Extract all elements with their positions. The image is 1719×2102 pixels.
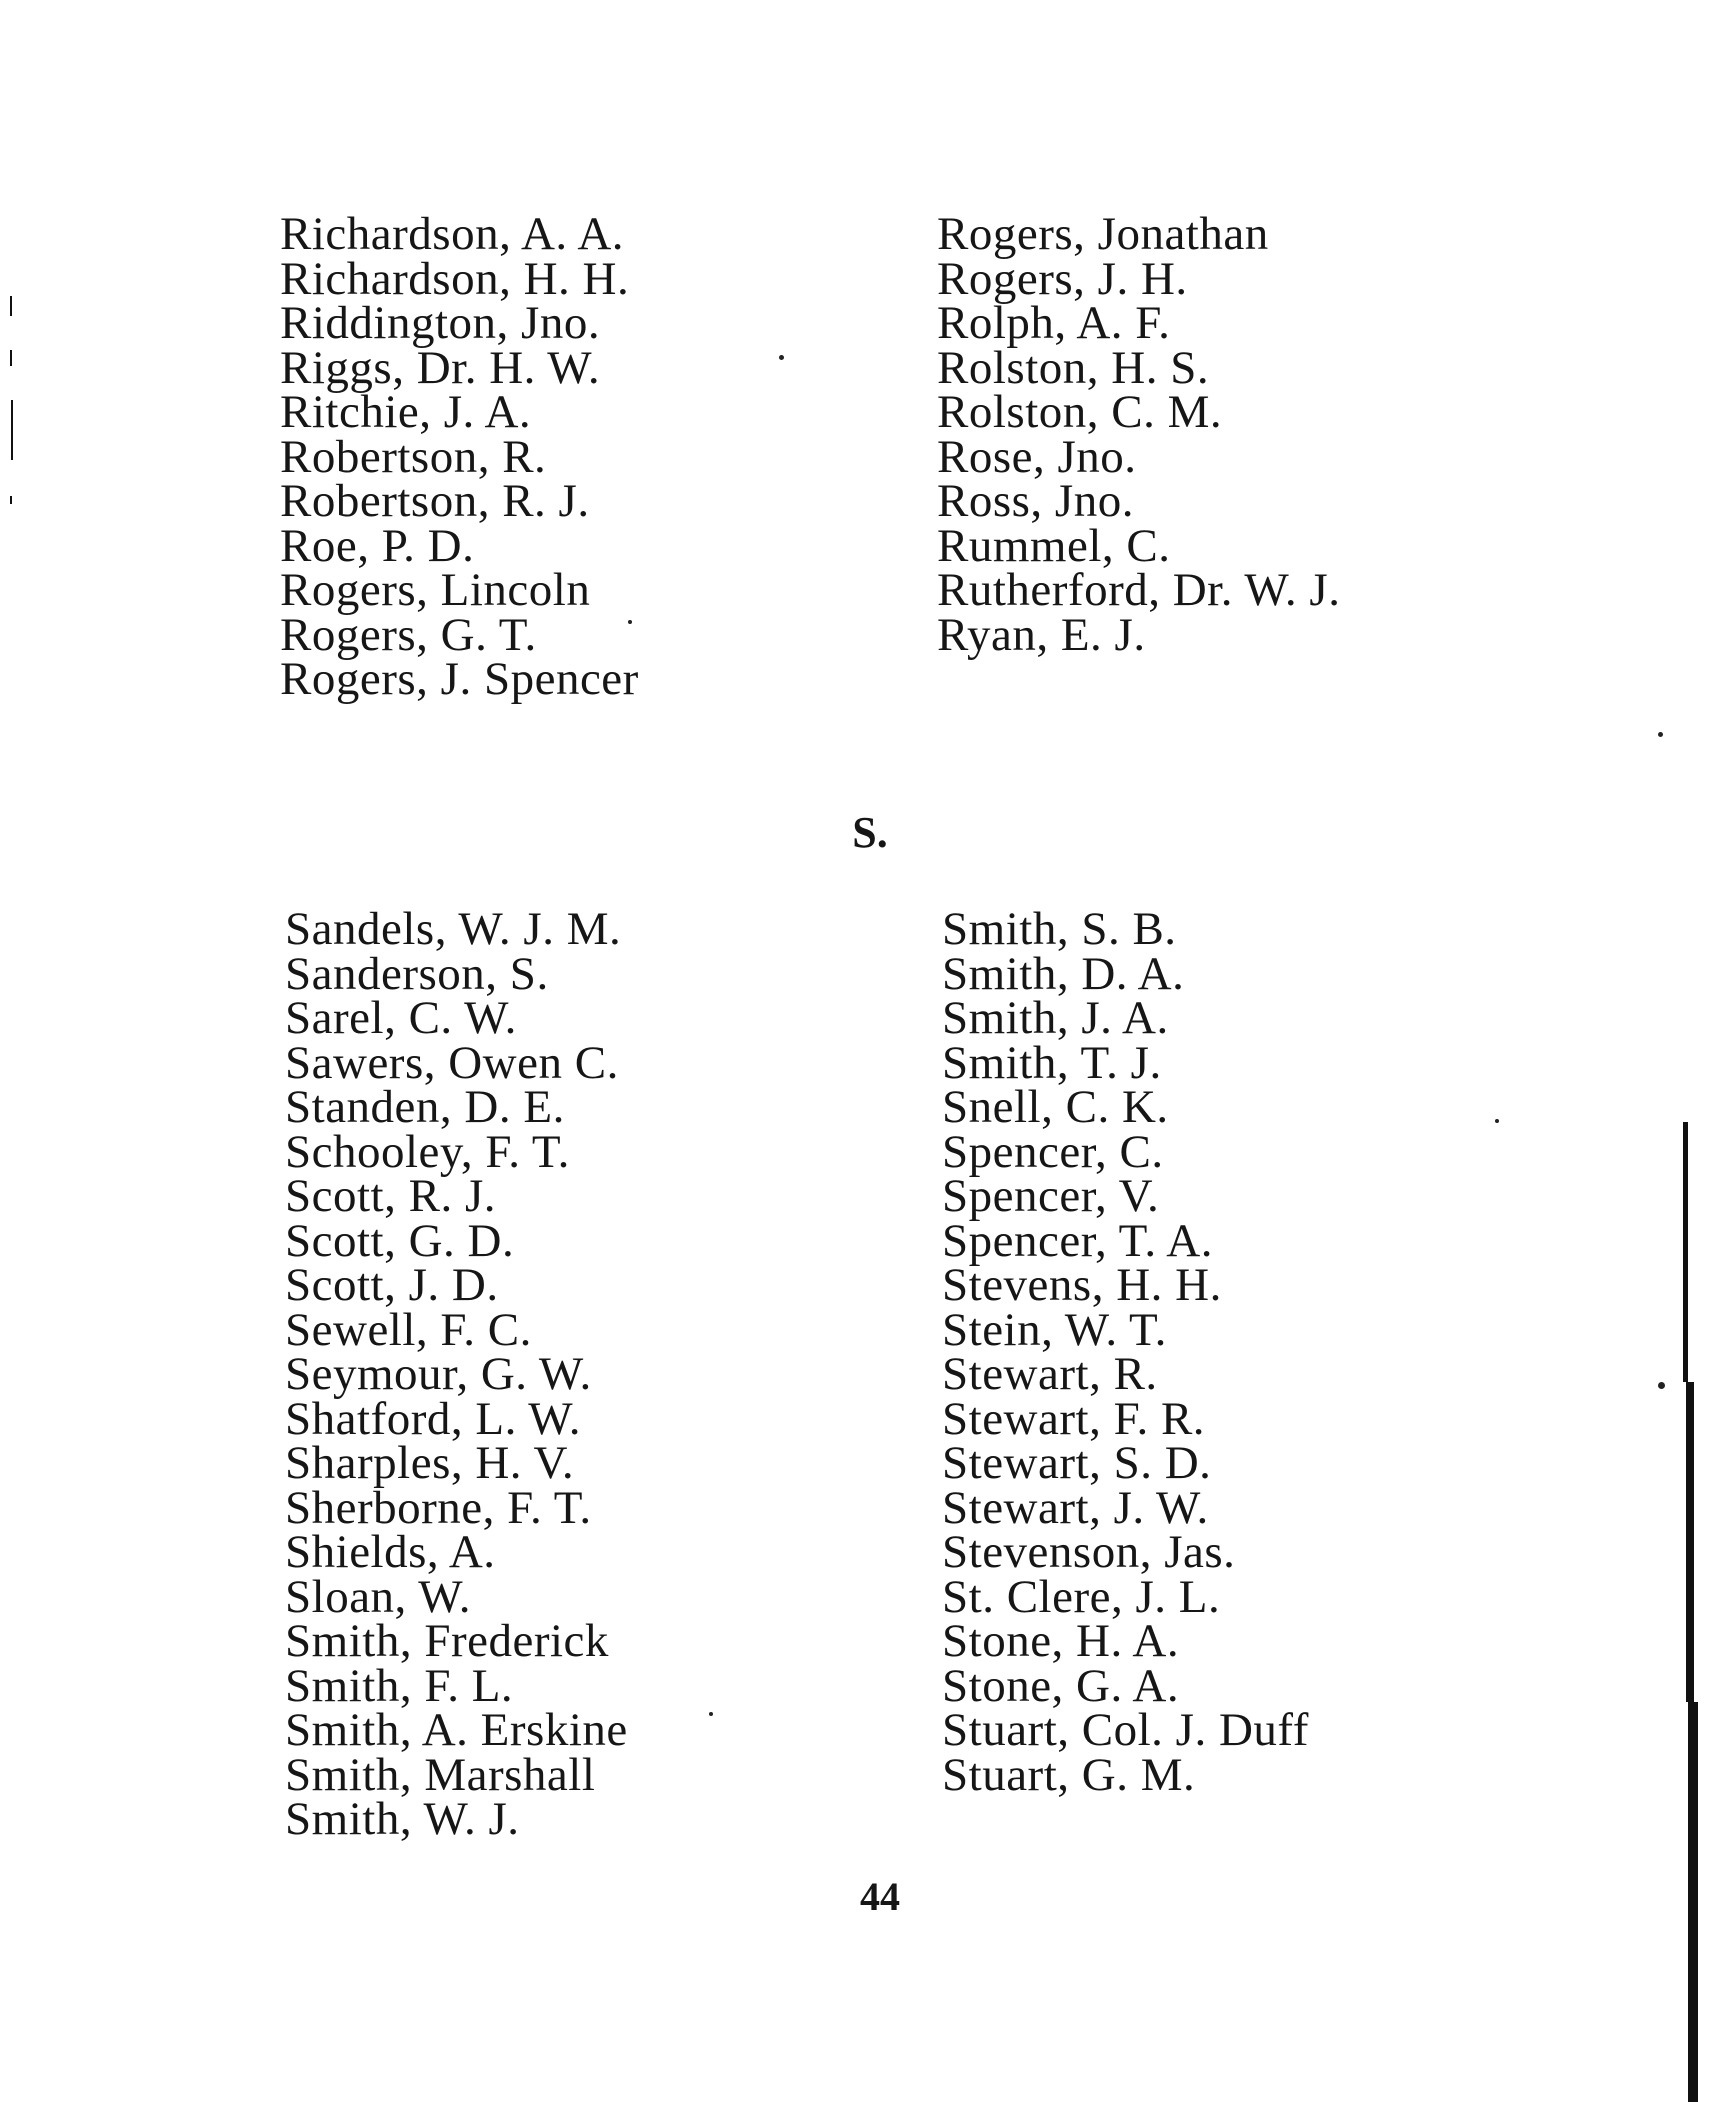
name-entry: Smith, Marshall bbox=[285, 1748, 596, 1801]
name-entry: Shatford, L. W. bbox=[285, 1392, 582, 1445]
name-entry: Stein, W. T. bbox=[942, 1303, 1167, 1356]
name-entry: Scott, R. J. bbox=[285, 1170, 497, 1222]
name-column-bottom-left bbox=[285, 903, 628, 1845]
name-entry: Smith, W. J. bbox=[285, 1793, 520, 1845]
name-entry: Sloan, W. bbox=[285, 1570, 472, 1623]
name-entry: Stewart, F. R. bbox=[942, 1392, 1206, 1445]
name-entry: Rogers, Jonathan bbox=[937, 208, 1269, 260]
scan-speck bbox=[779, 355, 784, 360]
name-entry: Schooley, F. T. bbox=[285, 1125, 570, 1178]
name-entry: Rogers, J. H. bbox=[937, 252, 1188, 305]
name-entry: Smith, J. A. bbox=[942, 992, 1169, 1044]
name-entry: Stone, H. A. bbox=[942, 1615, 1180, 1667]
right-edge-scan-shadow bbox=[1688, 1702, 1698, 2102]
name-entry: Smith, Frederick bbox=[285, 1615, 609, 1667]
name-entry: St. Clere, J. L. bbox=[942, 1570, 1221, 1623]
name-column-top-left bbox=[280, 208, 639, 705]
name-entry: Shields, A. bbox=[285, 1526, 496, 1578]
name-entry: Sherborne, F. T. bbox=[285, 1481, 592, 1534]
scan-speck bbox=[628, 620, 632, 624]
name-entry: Robertson, R. J. bbox=[280, 475, 590, 527]
name-entry: Rogers, G. T. bbox=[280, 608, 537, 661]
name-entry: Rogers, J. Spencer bbox=[280, 653, 639, 705]
name-entry: Sanderson, S. bbox=[285, 947, 549, 1000]
name-entry: Ryan, E. J. bbox=[937, 608, 1146, 661]
name-entry: Scott, G. D. bbox=[285, 1214, 515, 1267]
name-entry: Stewart, J. W. bbox=[942, 1481, 1209, 1534]
name-entry: Rolston, C. M. bbox=[937, 386, 1223, 438]
name-entry: Sandels, W. J. M. bbox=[285, 903, 622, 955]
name-entry: Sharples, H. V. bbox=[285, 1437, 575, 1489]
name-entry: Rolph, A. F. bbox=[937, 297, 1171, 349]
section-heading: S. bbox=[852, 808, 888, 857]
name-entry: Spencer, T. A. bbox=[942, 1214, 1213, 1267]
name-entry: Scott, J. D. bbox=[285, 1259, 499, 1311]
right-edge-scan-shadow bbox=[1686, 1382, 1694, 1702]
name-entry: Smith, T. J. bbox=[942, 1036, 1162, 1089]
name-entry: Richardson, H. H. bbox=[280, 252, 630, 305]
name-entry: Stuart, G. M. bbox=[942, 1748, 1196, 1801]
name-entry: Richardson, A. A. bbox=[280, 208, 625, 260]
name-entry: Seymour, G. W. bbox=[285, 1348, 592, 1400]
name-entry: Stevenson, Jas. bbox=[942, 1526, 1236, 1578]
name-column-bottom-right bbox=[942, 903, 1309, 1801]
name-entry: Ross, Jno. bbox=[937, 475, 1134, 527]
name-entry: Ritchie, J. A. bbox=[280, 386, 532, 438]
name-entry: Spencer, V. bbox=[942, 1170, 1160, 1222]
name-entry: Rummel, C. bbox=[937, 519, 1171, 572]
name-entry: Smith, S. B. bbox=[942, 903, 1177, 955]
left-margin-scan-mark bbox=[10, 350, 12, 366]
name-entry: Stone, G. A. bbox=[942, 1659, 1180, 1712]
left-margin-scan-mark bbox=[11, 400, 13, 460]
name-entry: Smith, D. A. bbox=[942, 947, 1185, 1000]
name-entry: Smith, F. L. bbox=[285, 1659, 514, 1712]
left-margin-scan-mark bbox=[10, 296, 12, 316]
name-column-top-right bbox=[937, 208, 1341, 661]
name-entry: Smith, A. Erskine bbox=[285, 1704, 628, 1756]
name-entry: Riggs, Dr. H. W. bbox=[280, 341, 601, 394]
page-number: 44 bbox=[860, 1874, 900, 1919]
name-entry: Stewart, S. D. bbox=[942, 1437, 1212, 1489]
name-entry: Roe, P. D. bbox=[280, 519, 475, 572]
name-entry: Sarel, C. W. bbox=[285, 992, 517, 1044]
name-entry: Standen, D. E. bbox=[285, 1081, 565, 1133]
name-entry: Sawers, Owen C. bbox=[285, 1036, 619, 1089]
name-entry: Spencer, C. bbox=[942, 1125, 1164, 1178]
name-entry: Stewart, R. bbox=[942, 1348, 1158, 1400]
name-entry: Rogers, Lincoln bbox=[280, 564, 591, 616]
scan-speck bbox=[709, 1712, 713, 1716]
name-entry: Stevens, H. H. bbox=[942, 1259, 1222, 1311]
name-entry: Snell, C. K. bbox=[942, 1081, 1169, 1133]
name-entry: Riddington, Jno. bbox=[280, 297, 601, 349]
name-entry: Stuart, Col. J. Duff bbox=[942, 1704, 1309, 1756]
name-entry: Rose, Jno. bbox=[937, 430, 1137, 483]
scan-speck bbox=[1658, 1382, 1665, 1389]
name-entry: Rolston, H. S. bbox=[937, 341, 1210, 394]
right-edge-scan-shadow bbox=[1683, 1122, 1688, 1382]
name-entry: Robertson, R. bbox=[280, 430, 547, 483]
name-entry: Sewell, F. C. bbox=[285, 1303, 532, 1356]
name-entry: Rutherford, Dr. W. J. bbox=[937, 564, 1341, 616]
scan-speck bbox=[1658, 732, 1663, 737]
scan-speck bbox=[1495, 1119, 1499, 1123]
left-margin-scan-mark bbox=[10, 496, 12, 504]
